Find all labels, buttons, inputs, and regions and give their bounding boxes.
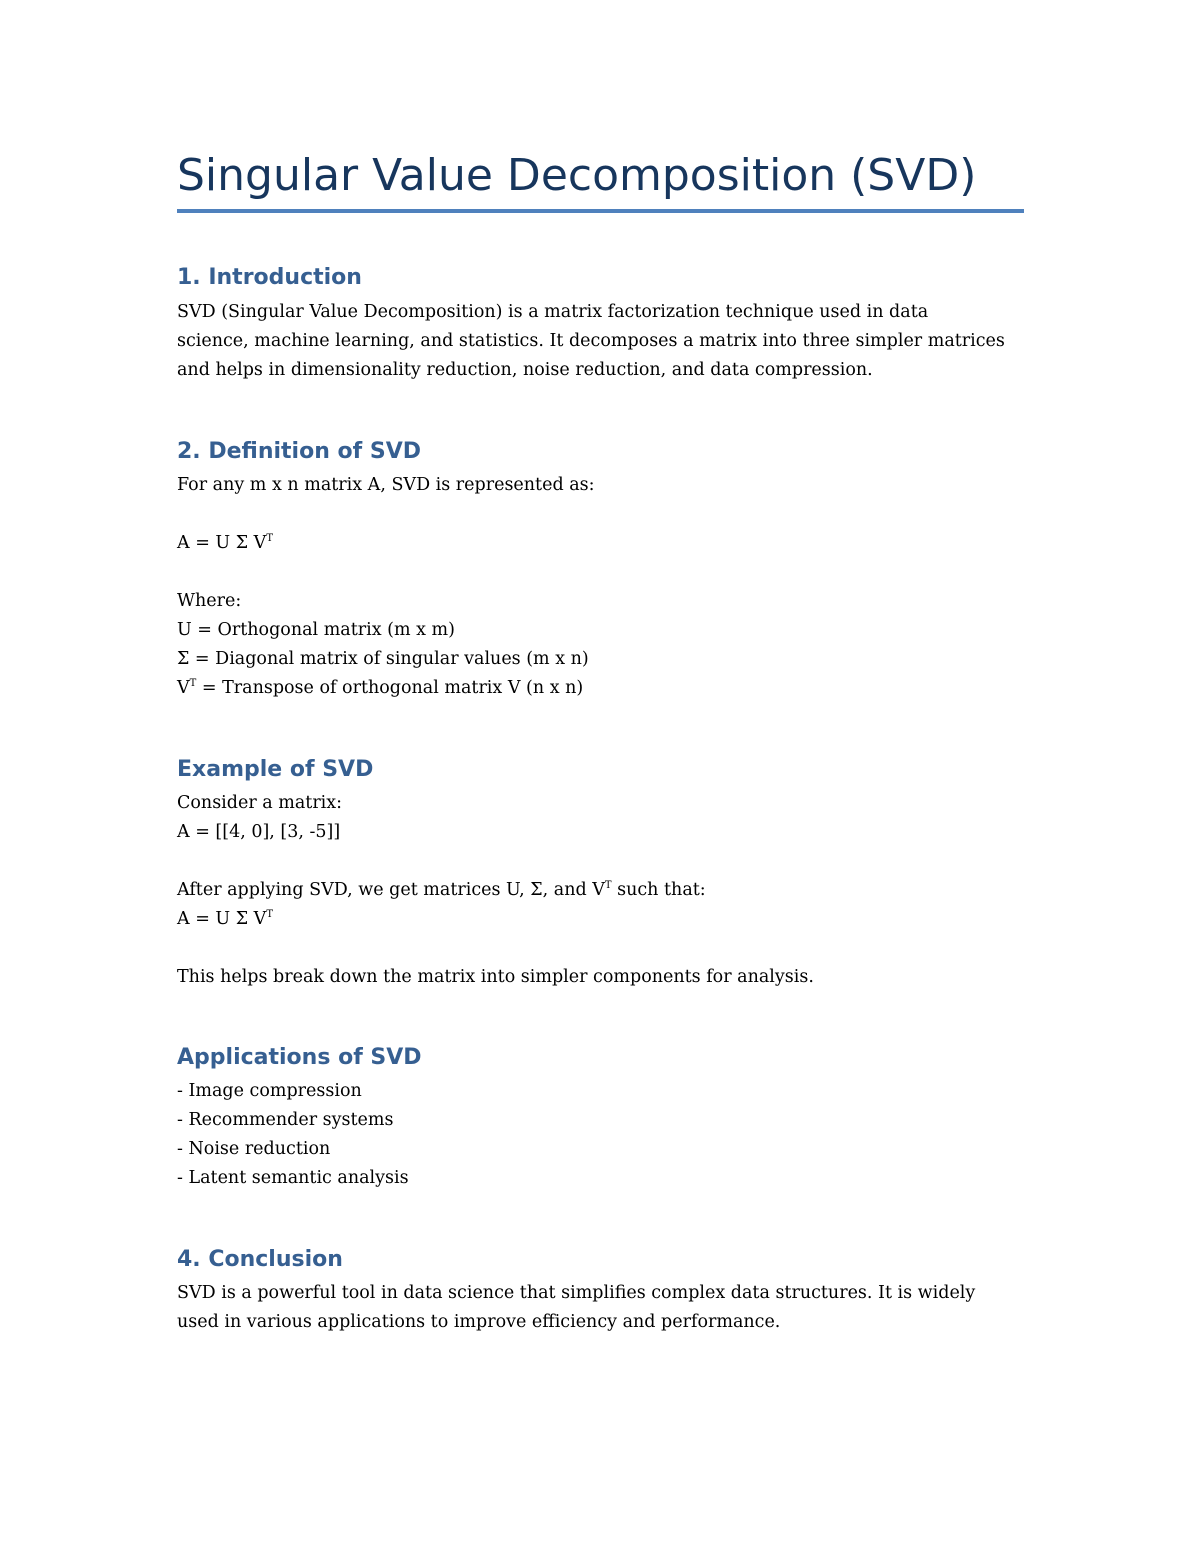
example-formula bbox=[177, 906, 273, 932]
definition-intro: For any m x n matrix A, SVD is represented as: bbox=[177, 475, 595, 495]
example-after bbox=[177, 877, 706, 903]
transpose-superscript: T bbox=[266, 909, 273, 920]
introduction-line: SVD (Singular Value Decomposition) is a matrix factorization technique used in data bbox=[177, 302, 929, 322]
definition-vt-line bbox=[177, 675, 583, 701]
transpose-superscript: T bbox=[266, 533, 273, 544]
application-item: - Image compression bbox=[177, 1081, 362, 1101]
vt-base: V bbox=[177, 678, 190, 698]
transpose-superscript: T bbox=[189, 678, 197, 689]
definition-sigma-line: Σ = Diagonal matrix of singular values (m x n) bbox=[177, 649, 589, 669]
definition-heading: 2. Definition of SVD bbox=[177, 439, 421, 464]
definition-formula bbox=[177, 530, 273, 556]
definition-u-line: U = Orthogonal matrix (m x m) bbox=[177, 620, 455, 640]
introduction-heading: 1. Introduction bbox=[177, 265, 362, 290]
application-item: - Latent semantic analysis bbox=[177, 1168, 409, 1188]
introduction-line: science, machine learning, and statistics. It decomposes a matrix into three simpler matrices bbox=[177, 331, 1005, 351]
formula-base: A = U Σ V bbox=[177, 909, 267, 929]
conclusion-line: SVD is a powerful tool in data science that simplifies complex data structures. It is widely bbox=[177, 1283, 976, 1303]
application-item: - Recommender systems bbox=[177, 1110, 394, 1130]
example-after-tail: such that: bbox=[611, 880, 706, 900]
title-underline bbox=[177, 209, 1024, 213]
conclusion-line: used in various applications to improve efficiency and performance. bbox=[177, 1312, 781, 1332]
vt-description: = Transpose of orthogonal matrix V (n x n) bbox=[196, 678, 584, 698]
example-heading: Example of SVD bbox=[177, 757, 374, 782]
application-item: - Noise reduction bbox=[177, 1139, 331, 1159]
example-after-text: After applying SVD, we get matrices U, Σ, and V bbox=[177, 880, 605, 900]
applications-heading: Applications of SVD bbox=[177, 1045, 422, 1070]
example-matrix: A = [[4, 0], [3, -5]] bbox=[177, 822, 341, 842]
conclusion-heading: 4. Conclusion bbox=[177, 1247, 343, 1272]
document-title: Singular Value Decomposition (SVD) bbox=[177, 150, 977, 201]
introduction-line: and helps in dimensionality reduction, noise reduction, and data compression. bbox=[177, 360, 873, 380]
example-consider: Consider a matrix: bbox=[177, 793, 343, 813]
definition-where: Where: bbox=[177, 591, 242, 611]
example-summary: This helps break down the matrix into simpler components for analysis. bbox=[177, 967, 814, 987]
transpose-superscript: T bbox=[604, 880, 612, 891]
formula-base: A = U Σ V bbox=[177, 533, 267, 553]
